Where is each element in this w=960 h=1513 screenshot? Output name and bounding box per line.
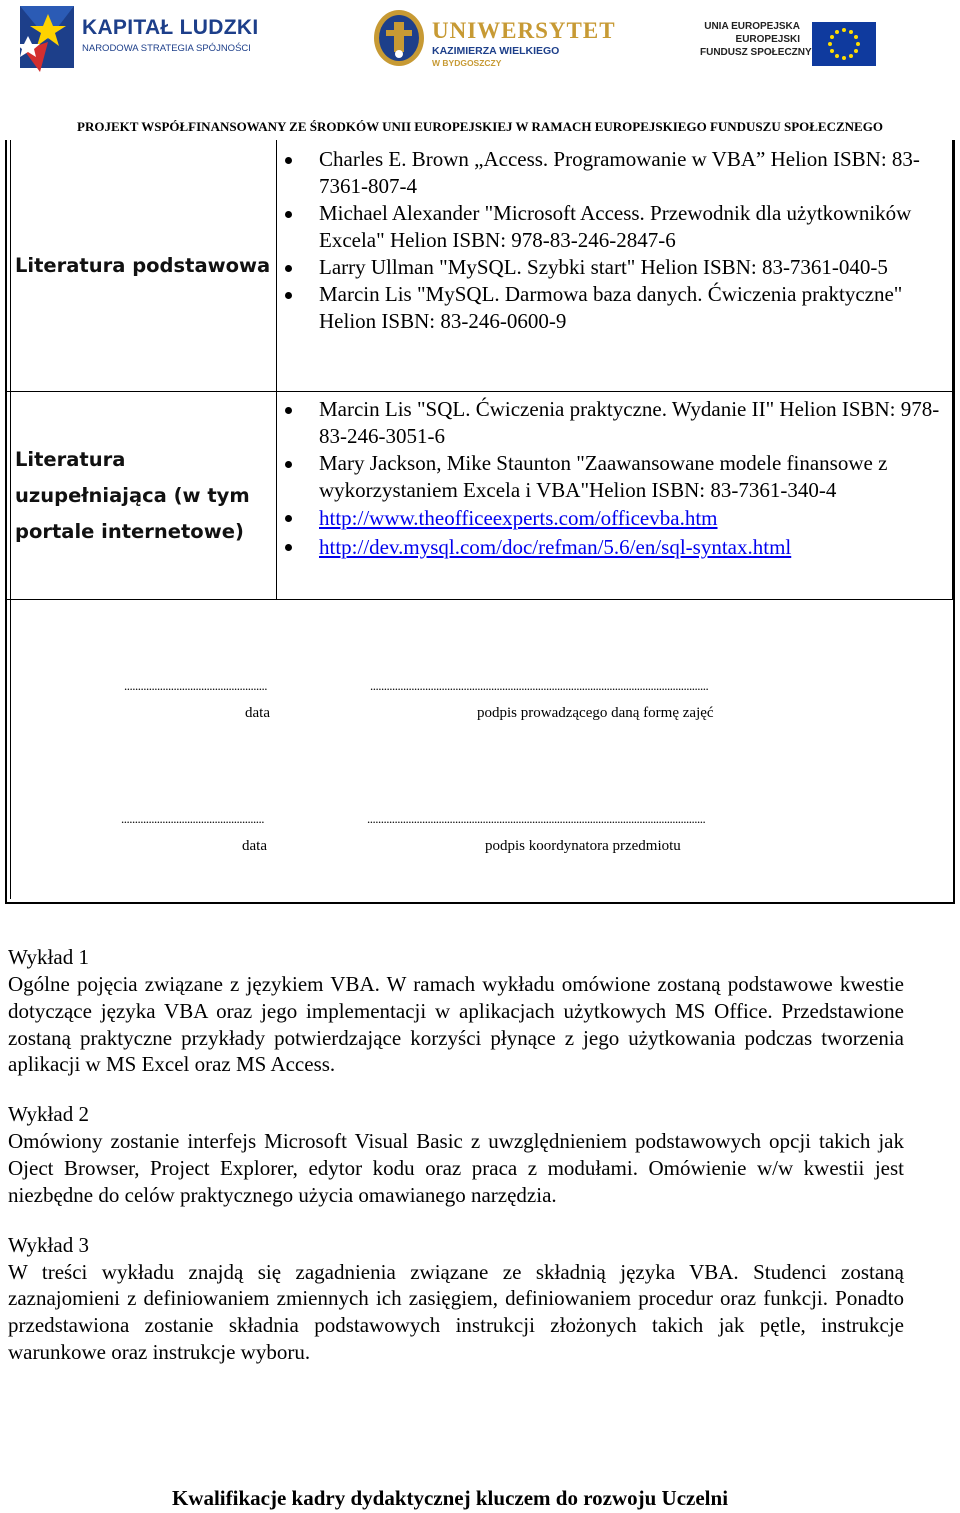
lecture-body: W treści wykładu znajdą się zagadnienia związane ze składnią języka VBA. Studenci zostaną zaznajomieni z definiowaniem zmiennych ich zasięgiem, definiowaniem procedur oraz funkcji. Ponadto przedstawiona zostanie składnia podstawowych instrukcji złożonych takich jak pętle, instrukcje warunkowe oraz instrukcje wyboru.: [8, 1259, 904, 1364]
list-item: [277, 146, 947, 200]
basic-literature-list: [277, 146, 947, 335]
eu-logo: [700, 20, 880, 70]
list-item: [277, 254, 947, 281]
supplementary-literature-list: [277, 396, 947, 562]
bullet-icon: [285, 211, 292, 218]
eu-flag-icon: [812, 22, 876, 66]
bullet-icon: [285, 544, 292, 551]
list-item: [277, 281, 947, 335]
list-item-text: Larry Ullman "MySQL. Szybki start" Helion ISBN: 83-7361-040-5: [319, 255, 888, 279]
kapital-ludzki-logo: [18, 2, 258, 78]
kapital-ludzki-flag-icon: [18, 2, 78, 76]
bullet-icon: [285, 515, 292, 522]
bullet-icon: [285, 407, 292, 414]
bullet-icon: [285, 461, 292, 468]
basic-literature-label: Literatura podstawowa: [15, 253, 271, 277]
label-line: uzupełniająca (w tym: [15, 483, 250, 507]
bullet-icon: [285, 157, 292, 164]
lecture-3: [8, 1232, 904, 1366]
eu-line-2: EUROPEJSKI: [735, 34, 800, 45]
eu-line-1: UNIA EUROPEJSKA: [704, 21, 800, 32]
supplementary-literature-content-cell: [277, 392, 953, 599]
university-title: UNIWERSYTET: [432, 18, 616, 43]
list-item: [277, 533, 947, 562]
list-item-text: Michael Alexander "Microsoft Access. Przewodnik dla użytkowników Excela" Helion ISBN: 978-83-246-2847-6: [319, 201, 912, 252]
basic-literature-label-cell: [10, 140, 277, 391]
list-item: [277, 450, 947, 504]
list-item-text: Charles E. Brown „Access. Programowanie w VBA” Helion ISBN: 83-7361-807-4: [319, 147, 920, 198]
officevba-link[interactable]: http://www.theofficeexperts.com/officevba.htm: [319, 506, 718, 530]
project-cofinancing-line: PROJEKT WSPÓŁFINANSOWANY ZE ŚRODKÓW UNII EUROPEJSKIEJ W RAMACH EUROPEJSKIEGO FUNDUSZU SPOŁECZNEGO: [77, 119, 883, 134]
kapital-ludzki-subtitle: NARODOWA STRATEGIA SPÓJNOŚCI: [82, 43, 251, 54]
university-subtitle: KAZIMIERZA WIELKIEGO: [432, 45, 560, 57]
university-seal-icon: [372, 8, 426, 68]
lecture-title: Wykład 3: [8, 1232, 89, 1257]
lecture-1: [8, 944, 904, 1078]
lecture-body: Omówiony zostanie interfejs Microsoft Visual Basic z uwzględnieniem podstawowych opcji takich jak Oject Browser, Project Explorer, edytor kodu oraz praca z modułami. Omówienie w/w kwestii jest niezbędne do celów praktycznego użycia omawianego narzędzia.: [8, 1129, 904, 1207]
bullet-icon: [285, 292, 292, 299]
list-item-text: Marcin Lis "SQL. Ćwiczenia praktyczne. Wydanie II" Helion ISBN: 978-83-246-3051-6: [319, 397, 940, 448]
list-item: [277, 396, 947, 450]
header-logos: [0, 0, 960, 110]
basic-literature-content-cell: [277, 140, 953, 391]
list-item-text: Marcin Lis "MySQL. Darmowa baza danych. Ćwiczenia praktyczne" Helion ISBN: 83-246-0600-9: [319, 282, 903, 333]
table-row-supplementary-literature: [7, 392, 953, 600]
label-line: portale internetowe): [15, 519, 244, 543]
list-item-text: Mary Jackson, Mike Staunton "Zaawansowane modele finansowe z wykorzystaniem Excela i VBA"Helion ISBN: 83-7361-340-4: [319, 451, 888, 502]
supplementary-literature-label: [10, 442, 250, 550]
list-item: [277, 504, 947, 533]
table-row-signatures: [7, 600, 953, 902]
date-label-2: data: [242, 838, 267, 854]
coordinator-signature-dots: ...........................................................................................................................: [367, 811, 706, 826]
date-label-1: data: [245, 705, 270, 721]
lecture-body: Ogólne pojęcia związane z językiem VBA. W ramach wykładu omówione zostaną podstawowe kwestie dotyczące języka VBA oraz jego implementacji w aplikacjach użytkowych MS Office. Przedstawione zostaną praktyczne przykłady potwierdzające korzyści płynące z jego użytkowania podczas tworzenia aplikacji w MS Excel oraz MS Access.: [8, 972, 904, 1077]
lecture-title: Wykład 2: [8, 1102, 89, 1127]
mysql-syntax-link[interactable]: http://dev.mysql.com/doc/refman/5.6/en/sql-syntax.html: [319, 535, 792, 559]
date-dots-1: ....................................................: [124, 678, 267, 693]
instructor-signature-label: podpis prowadzącego daną formę zajęć: [477, 705, 714, 721]
coordinator-signature-label: podpis koordynatora przedmiotu: [485, 838, 681, 854]
syllabus-table: [5, 140, 955, 904]
footer-slogan: Kwalifikacje kadry dydaktycznej kluczem do rozwoju Uczelni: [171, 1486, 729, 1510]
lecture-descriptions: [8, 944, 904, 1389]
date-dots-2: ....................................................: [121, 811, 264, 826]
ukw-logo: [372, 8, 616, 78]
list-item: [277, 200, 947, 254]
bullet-icon: [285, 265, 292, 272]
university-city: W BYDGOSZCZY: [432, 58, 502, 68]
kapital-ludzki-title: KAPITAŁ LUDZKI: [82, 16, 259, 39]
eu-line-3: FUNDUSZ SPOŁECZNY: [700, 47, 812, 58]
lecture-2: [8, 1101, 904, 1208]
lecture-title: Wykład 1: [8, 945, 89, 969]
label-line: Literatura: [15, 447, 126, 471]
table-row-basic-literature: [7, 140, 953, 392]
instructor-signature-dots: ...........................................................................................................................: [370, 678, 709, 693]
supplementary-literature-label-cell: [10, 392, 277, 599]
